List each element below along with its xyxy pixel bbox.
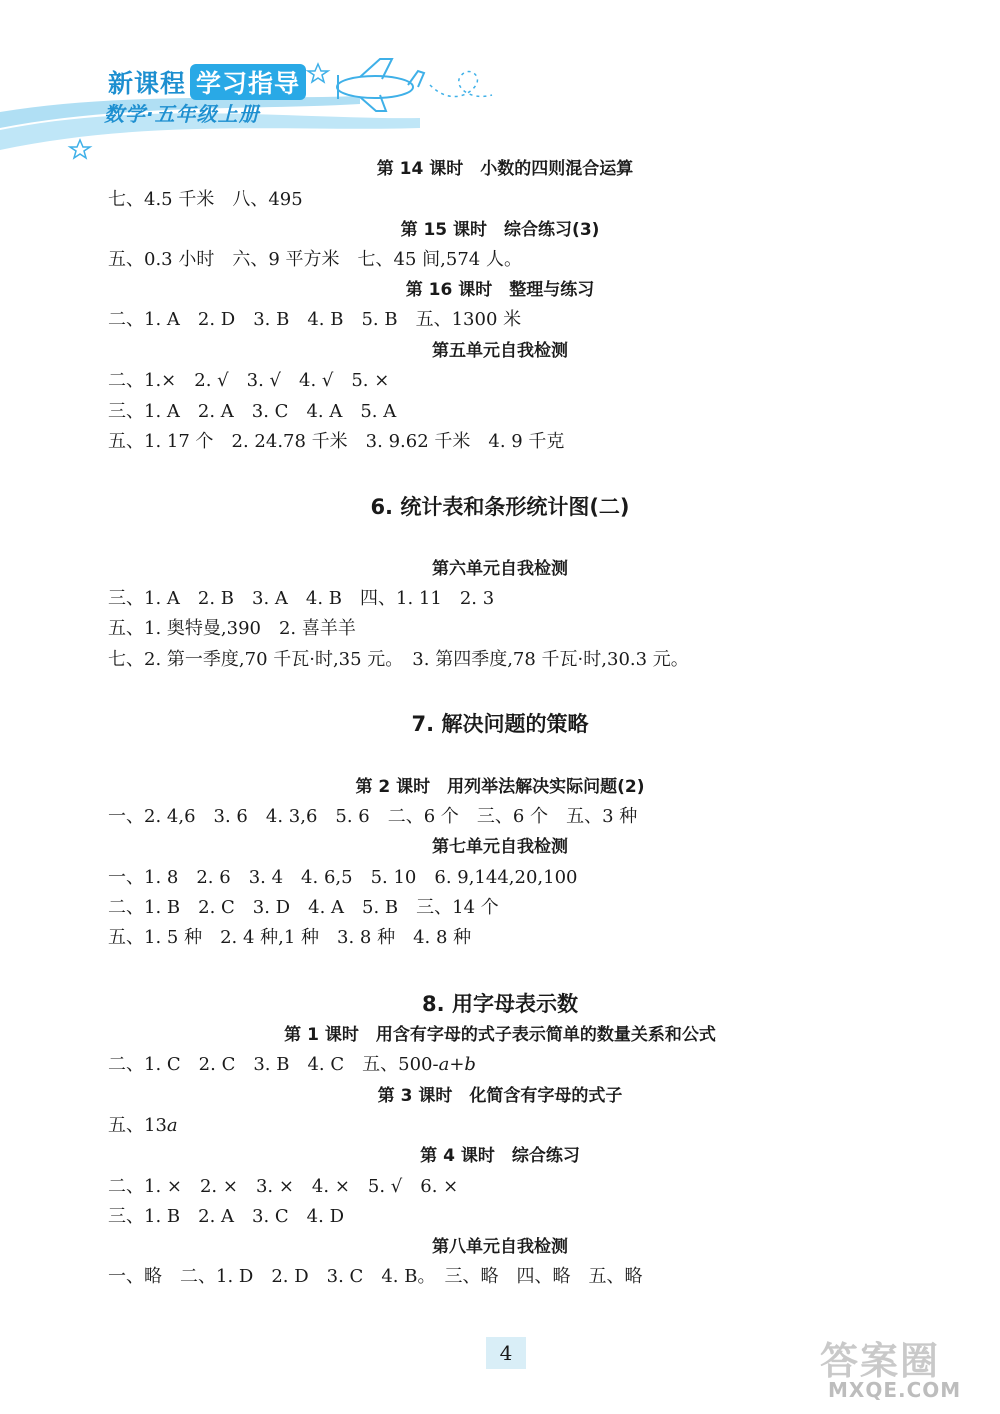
page-number: 4 (486, 1337, 526, 1369)
lesson-14-title: 第 14 课时 小数的四则混合运算 (376, 159, 634, 179)
unit-5-answer-2: 三、1. A 2. A 3. C 4. A 5. A (108, 401, 397, 422)
brand-name: 新课程 (108, 69, 187, 98)
lesson-16-title: 第 16 课时 整理与练习 (405, 280, 595, 300)
variable-a: a (438, 1054, 450, 1075)
lesson-15-title: 第 15 课时 综合练习(3) (400, 220, 600, 240)
watermark-url: MXQE.COM (828, 1378, 962, 1402)
unit-8-test-title: 第八单元自我检测 (432, 1237, 568, 1257)
lesson-16-answer-1: 二、1. A 2. D 3. B 4. B 5. B 五、1300 米 (108, 309, 522, 330)
brand-box: 学习指导 (190, 64, 306, 100)
unit-6-answer-2: 五、1. 奥特曼,390 2. 喜羊羊 (108, 618, 356, 639)
book-subtitle: 数学·五年级上册 (104, 102, 260, 126)
variable-a: a (166, 1115, 178, 1136)
unit-7-answer-2: 二、1. B 2. C 3. D 4. A 5. B 三、14 个 (108, 897, 499, 918)
unit-6-answer-3: 七、2. 第一季度,70 千瓦·时,35 元。 3. 第四季度,78 千瓦·时,30.3 元。 (108, 649, 689, 670)
lesson-15-answer-1: 五、0.3 小时 六、9 平方米 七、45 间,574 人。 (108, 249, 522, 270)
lesson-14-answer-1: 七、4.5 千米 八、495 (108, 189, 303, 210)
unit-5-answer-1: 二、1.× 2. √ 3. √ 4. √ 5. × (108, 370, 390, 391)
brand-title (108, 64, 306, 100)
watermark-logo: 答案圈 (820, 1339, 941, 1383)
answer-text: 五、13 (108, 1115, 167, 1136)
unit-7-answer-1: 一、1. 8 2. 6 3. 4 4. 6,5 5. 10 6. 9,144,20,100 (108, 867, 578, 888)
airplane-icon (300, 55, 500, 115)
unit-7-test-title: 第七单元自我检测 (432, 837, 568, 857)
chapter-7-lesson-2-title: 第 2 课时 用列举法解决实际问题(2) (355, 777, 645, 797)
chapter-8-lesson-1-title: 第 1 课时 用含有字母的式子表示简单的数量关系和公式 (284, 1025, 716, 1045)
unit-5-test-title: 第五单元自我检测 (432, 341, 568, 361)
unit-6-answer-1: 三、1. A 2. B 3. A 4. B 四、1. 11 2. 3 (108, 588, 495, 609)
unit-5-answer-3: 五、1. 17 个 2. 24.78 千米 3. 9.62 千米 4. 9 千克 (108, 431, 565, 452)
unit-8-answer-1: 一、略 二、1. D 2. D 3. C 4. B。 三、略 四、略 五、略 (108, 1266, 643, 1287)
unit-7-answer-3: 五、1. 5 种 2. 4 种,1 种 3. 8 种 4. 8 种 (108, 927, 472, 948)
chapter-7-title: 7. 解决问题的策略 (411, 712, 589, 736)
plus-sign: + (449, 1054, 465, 1075)
variable-b: b (464, 1054, 476, 1075)
chapter-8-lesson-3-title: 第 3 课时 化简含有字母的式子 (377, 1086, 623, 1106)
chapter-8-lesson-4-answer-2: 三、1. B 2. A 3. C 4. D (108, 1206, 345, 1227)
answer-text: 二、1. C 2. C 3. B 4. C 五、500- (108, 1054, 439, 1075)
chapter-8-title: 8. 用字母表示数 (422, 992, 578, 1016)
chapter-7-lesson-2-answer-1: 一、2. 4,6 3. 6 4. 3,6 5. 6 二、6 个 三、6 个 五、3 种 (108, 806, 638, 827)
chapter-8-lesson-3-answer-1 (108, 1114, 178, 1138)
chapter-8-lesson-4-answer-1: 二、1. × 2. × 3. × 4. × 5. √ 6. × (108, 1176, 459, 1197)
chapter-8-lesson-1-answer-1 (108, 1053, 476, 1077)
chapter-8-lesson-4-title: 第 4 课时 综合练习 (420, 1146, 580, 1166)
chapter-6-title: 6. 统计表和条形统计图(二) (370, 495, 630, 519)
unit-6-test-title: 第六单元自我检测 (432, 559, 568, 579)
